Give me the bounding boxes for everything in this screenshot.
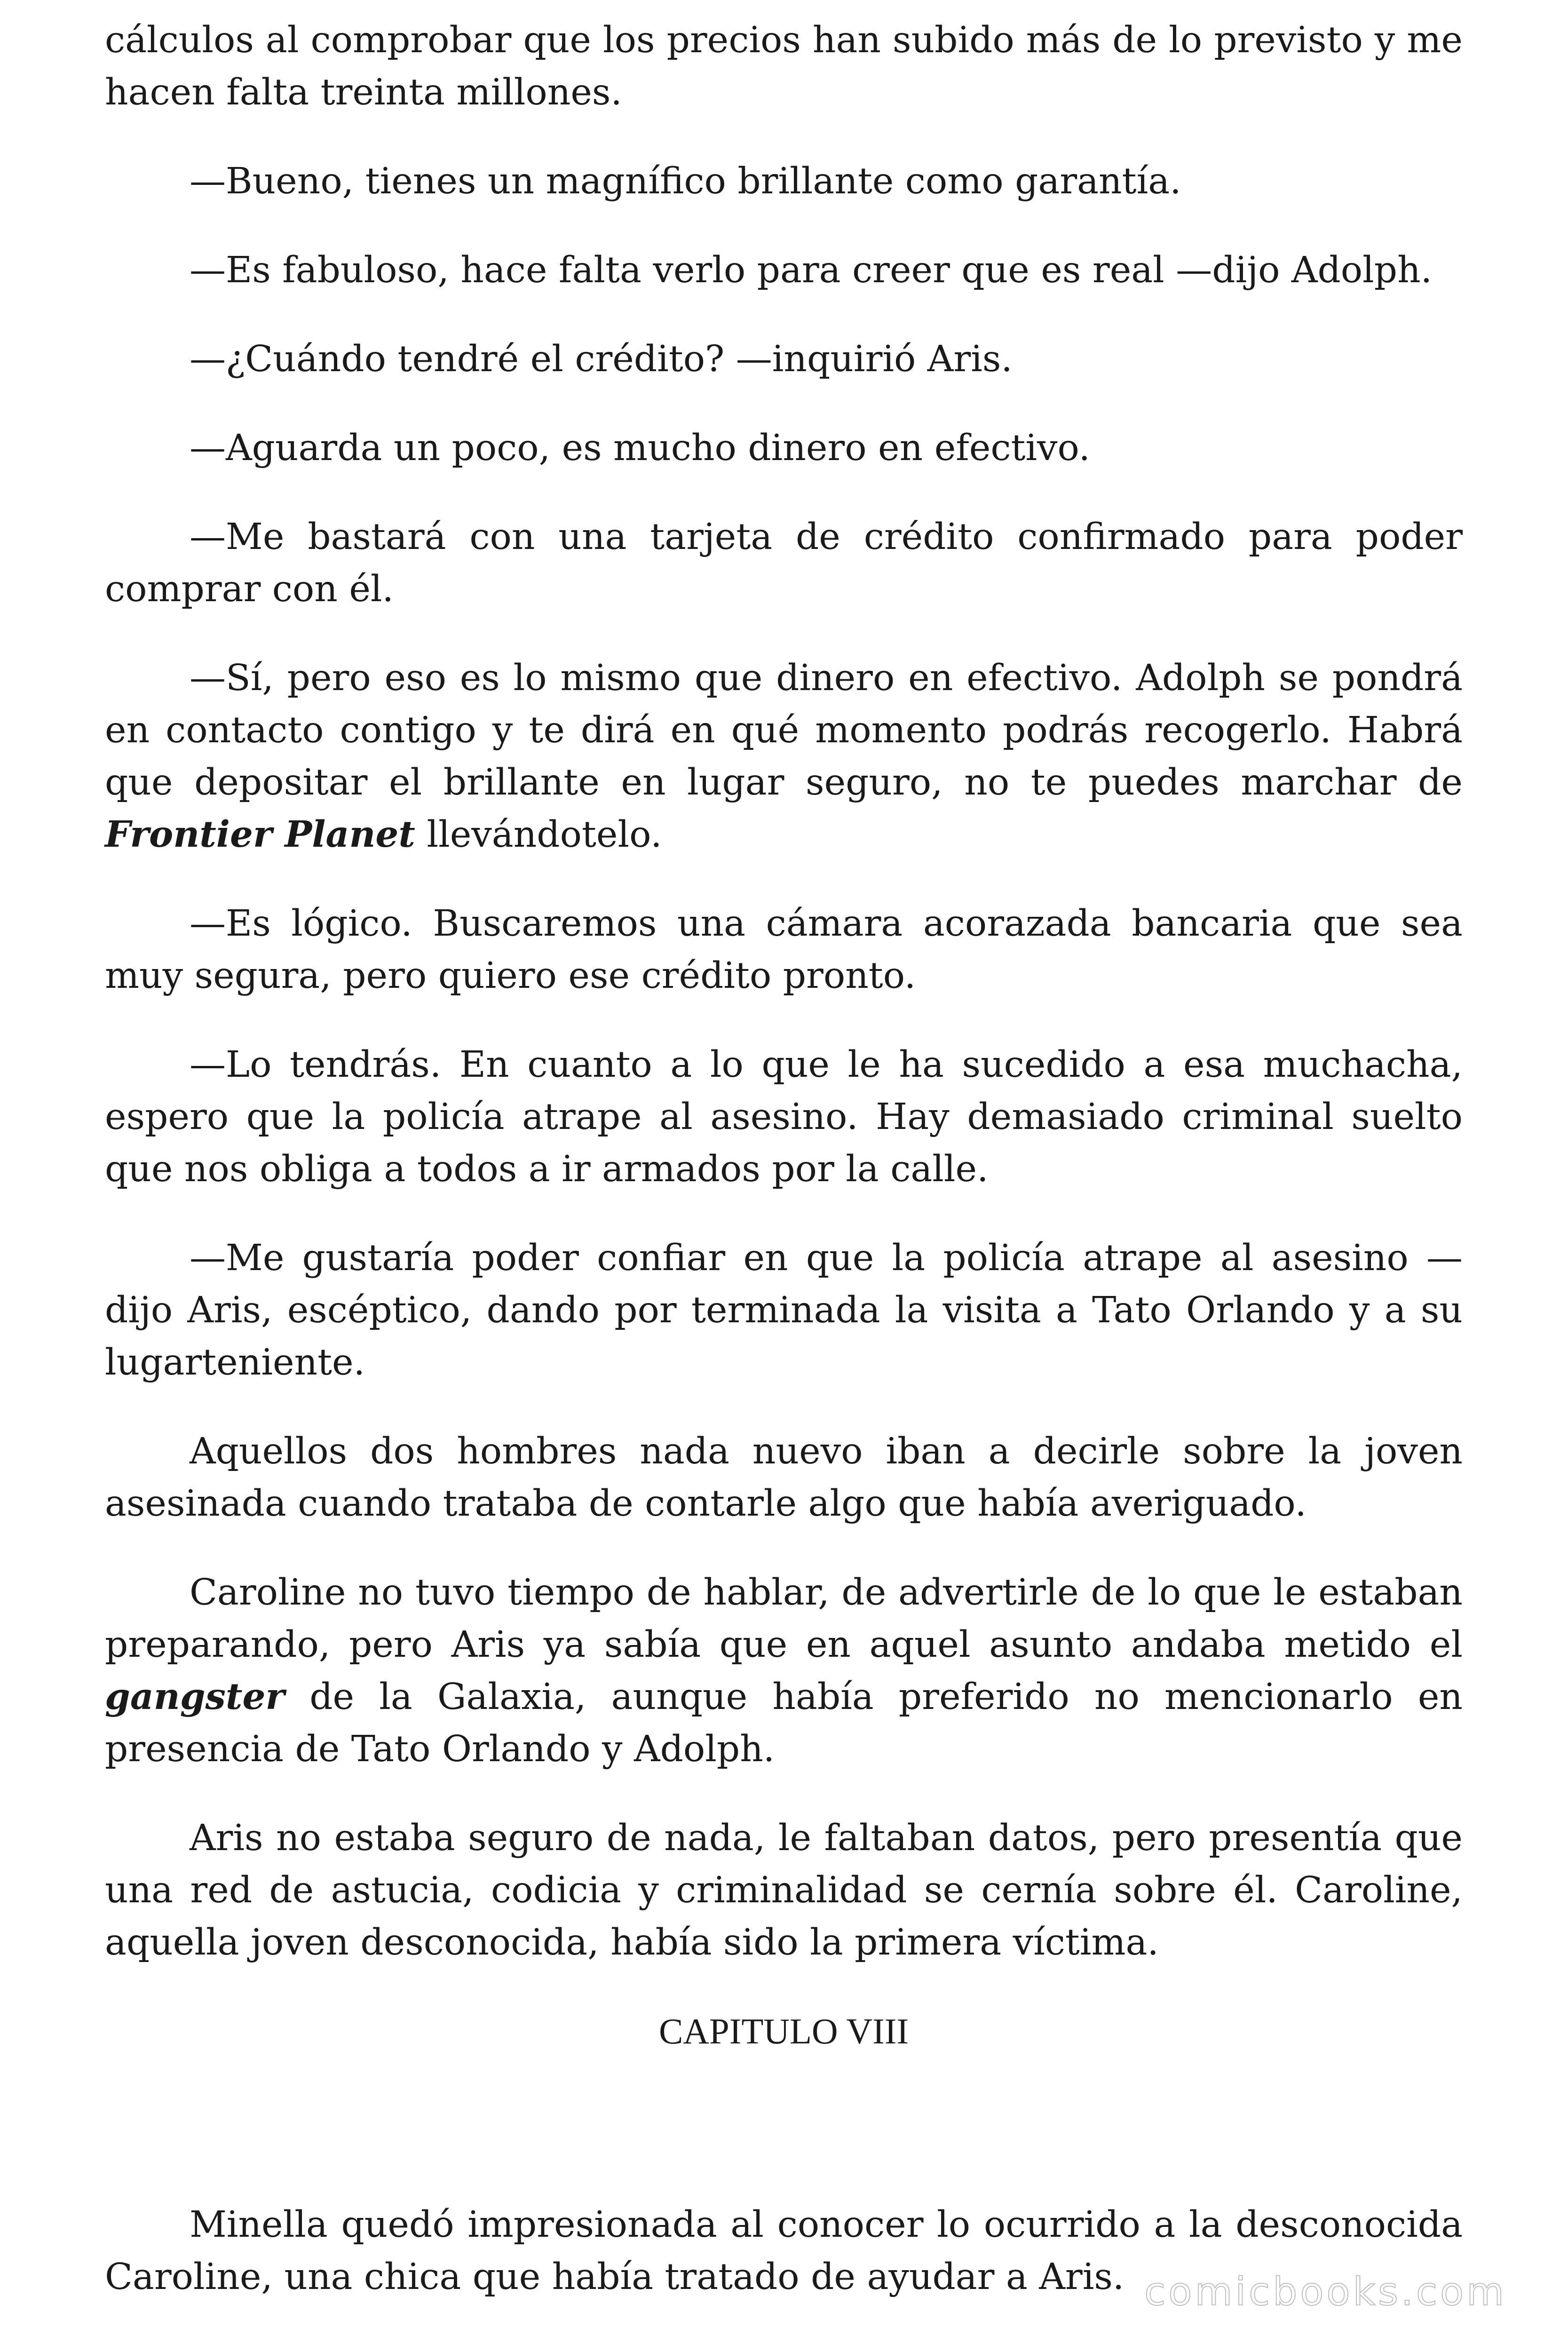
- paragraph: [105, 1039, 1463, 1195]
- text-run: —Es lógico. Buscaremos una cámara acorazada bancaria que sea muy segura, pero quiero ese crédito pronto.: [105, 903, 1463, 997]
- paragraph: [105, 898, 1463, 1002]
- text-run: —Me bastará con una tarjeta de crédito confirmado para poder comprar con él.: [105, 516, 1463, 610]
- paragraph: [105, 155, 1463, 207]
- paragraph: [105, 1566, 1463, 1775]
- emphasis-text: gangster: [105, 1676, 285, 1718]
- watermark: comicbooks.com: [1144, 2270, 1507, 2314]
- chapter-title: CAPITULO VIII: [658, 2011, 909, 2051]
- text-run: Minella quedó impresionada al conocer lo ocurrido a la desconocida Caroline, una chica que había tratado de ayudar a Aris.: [105, 2204, 1463, 2298]
- paragraph: [105, 511, 1463, 615]
- paragraph: [105, 14, 1463, 119]
- text-run: —Bueno, tienes un magnífico brillante como garantía.: [190, 160, 1181, 202]
- paragraph: [105, 1812, 1463, 1969]
- text-run: Caroline no tuvo tiempo de hablar, de advertirle de lo que le estaban preparando, pero Aris ya sabía que en aquel asunto andaba metido el: [105, 1572, 1463, 1666]
- paragraph: [105, 652, 1463, 861]
- text-run: Aquellos dos hombres nada nuevo iban a decirle sobre la joven asesinada cuando trataba de contarle algo que había averiguado.: [105, 1430, 1463, 1525]
- paragraph: [105, 333, 1463, 385]
- text-run: —Es fabuloso, hace falta verlo para creer que es real —dijo Adolph.: [190, 249, 1433, 291]
- text-run: de la Galaxia, aunque había preferido no mencionarlo en presencia de Tato Orlando y Adolph.: [105, 1676, 1463, 1770]
- book-page: [105, 14, 1463, 2340]
- paragraph: [105, 422, 1463, 474]
- text-run: —Lo tendrás. En cuanto a lo que le ha sucedido a esa muchacha, espero que la policía atrape al asesino. Hay demasiado criminal suelto que nos obliga a todos a ir armados por la calle.: [105, 1044, 1463, 1190]
- text-run: llevándotelo.: [415, 814, 662, 856]
- text-run: —¿Cuándo tendré el crédito? —inquirió Aris.: [190, 338, 1013, 380]
- text-run: Aris no estaba seguro de nada, le faltaban datos, pero presentía que una red de astucia, codicia y criminalidad se cernía sobre él. Caroline, aquella joven desconocida, había sido la primera víctima.: [105, 1817, 1463, 1963]
- text-run: cálculos al comprobar que los precios han subido más de lo previsto y me hacen falta treinta millones.: [105, 19, 1463, 113]
- paragraph: [105, 1425, 1463, 1530]
- text-run: —Aguarda un poco, es mucho dinero en efectivo.: [190, 427, 1090, 469]
- text-run: —Me gustaría poder confiar en que la policía atrape al asesino — dijo Aris, escéptico, dando por terminada la visita a Tato Orlando y a su lugarteniente.: [105, 1237, 1463, 1383]
- paragraph: [105, 244, 1463, 296]
- body-text: [105, 14, 1463, 1969]
- paragraph: [105, 1232, 1463, 1389]
- text-run: —Sí, pero eso es lo mismo que dinero en efectivo. Adolph se pondrá en contacto contigo y te dirá en qué momento podrás recogerlo. Habrá que depositar el brillante en lugar seguro, no te puedes marchar de: [105, 657, 1463, 803]
- chapter-spacing: [105, 2058, 1463, 2199]
- emphasis-text: Frontier Planet: [105, 813, 415, 856]
